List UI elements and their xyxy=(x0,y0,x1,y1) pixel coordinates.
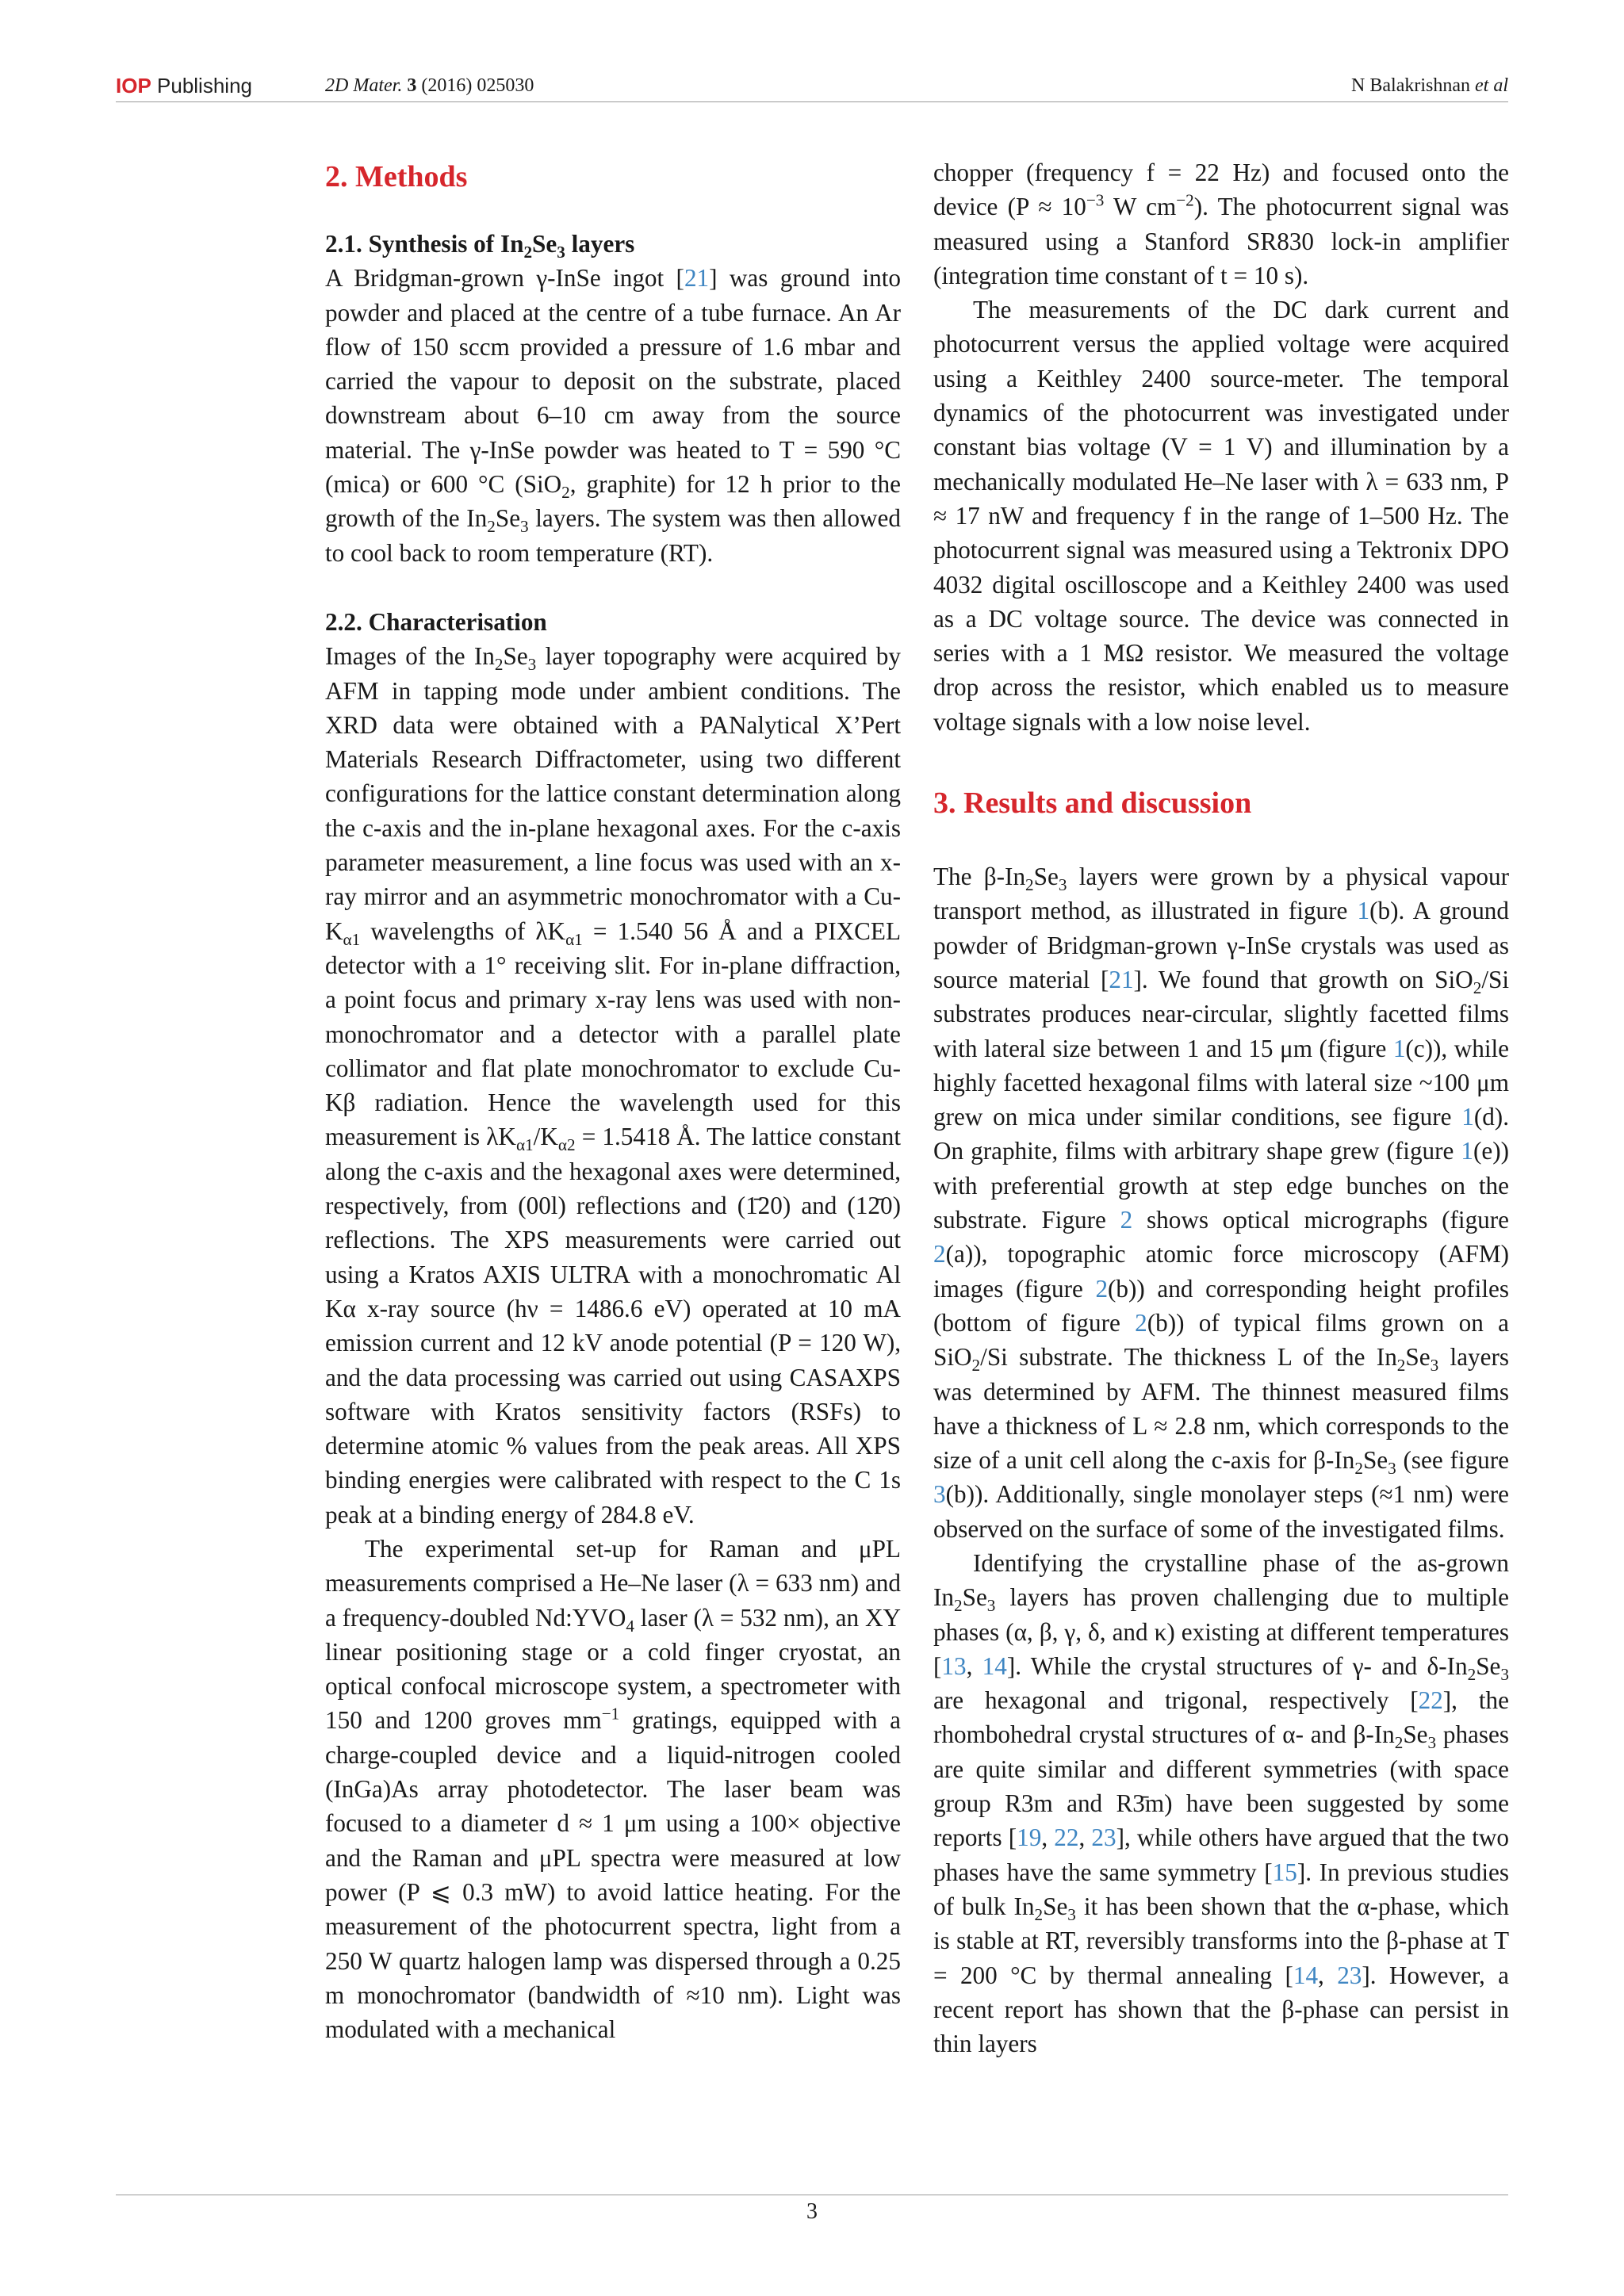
reference-link[interactable]: 22 xyxy=(1054,1823,1079,1852)
figure-link[interactable]: 2 xyxy=(1120,1206,1133,1234)
journal-citation: 2D Mater. 3 (2016) 025030 xyxy=(325,75,534,96)
header-rule xyxy=(116,101,1508,102)
reference-link[interactable]: 19 xyxy=(1017,1823,1042,1852)
continued-paragraph: chopper (frequency f = 22 Hz) and focused onto the device ($P \approx 10^{-3}$ W $cm^{-2}$). The photocurrent signal was measured using a Stanford SR830 lock-in amplifier (integration time constant of t = 10 s). xyxy=(933,159,1509,289)
figure-link[interactable]: 1 xyxy=(1392,1034,1406,1062)
figure-link[interactable]: 1 xyxy=(1461,1103,1474,1131)
figure-link[interactable]: 2 xyxy=(933,1240,946,1269)
running-authors: N Balakrishnan et al xyxy=(1351,75,1508,96)
figure-link[interactable]: 1 xyxy=(1357,897,1370,925)
figure-link[interactable]: 2 xyxy=(1095,1274,1109,1303)
synthesis-paragraph: A Bridgman-grown γ-InSe ingot [21] was ground into powder and placed at the centre of a tube furnace. An Ar flow of 150 sccm provided a pressure of 1.6 mbar and carried the vapour to deposit on the substrate, placed downstream about 6–10 cm away from the source material. The γ-InSe powder was heated to T = 590 °C (mica) or 600 °C (SiO$_2$, graphite) for 12 h prior to the growth of the $In_2Se_3$ layers. The system was then allowed to cool back to room temperature (RT). xyxy=(325,264,901,567)
figure-link[interactable]: 1 xyxy=(1461,1137,1473,1165)
left-column xyxy=(325,155,901,2046)
reference-link[interactable]: 14 xyxy=(1293,1961,1319,1989)
reference-link[interactable]: 21 xyxy=(684,264,710,293)
reference-link[interactable]: 13 xyxy=(941,1651,967,1680)
characterisation-heading: 2.2. Characterisation xyxy=(325,607,547,636)
reference-link[interactable]: 22 xyxy=(1418,1686,1443,1715)
dc-measurement-paragraph: The measurements of the DC dark current and photocurrent versus the applied voltage were acquired using a Keithley 2400 source-meter. The temporal dynamics of the photocurrent was investigated under constant bias voltage (V = 1 V) and illumination by a mechanically modulated He–Ne laser with λ = 633 nm, P ≈ 17 nW and frequency f in the range of 1–500 Hz. The photocurrent signal was measured using a Tektronix DPO 4032 digital oscilloscope and a Keithley 2400 was used as a DC voltage source. The device was connected in series with a 1 MΩ resistor. We measured the voltage drop across the resistor, which enabled us to measure voltage signals with a low noise level. xyxy=(933,296,1509,736)
reference-link[interactable]: 21 xyxy=(1109,965,1134,993)
reference-link[interactable]: 14 xyxy=(982,1651,1007,1680)
figure-link[interactable]: 2 xyxy=(1135,1308,1147,1337)
results-heading: 3. Results and discussion xyxy=(933,786,1252,821)
reference-link[interactable]: 23 xyxy=(1337,1961,1362,1989)
right-column xyxy=(933,155,1509,2061)
page-number: 3 xyxy=(806,2199,818,2224)
results-paragraph-1: The $\beta-In_2Se_3$ layers were grown by a physical vapour transport method, as illustrated in figure 1(b). A ground powder of Bridgman-grown γ-InSe crystals was used as source material [21]. We found that growth on SiO$_2$/Si substrates produces near-circular, slightly facetted films with lateral size between 1 and 15 μm (figure 1(c)), while highly facetted hexagonal films with lateral size ~100 μm grew on mica under similar conditions, see figure 1(d). On graphite, films with arbitrary shape grew (figure 1(e)) with preferential growth at step edge bunches on the substrate. Figure 2 shows optical micrographs (figure 2(a)), topographic atomic force microscopy (AFM) images (figure 2(b)) and corresponding height profiles (bottom of figure 2(b)) of typical films grown on a SiO$_2$/Si substrate. The thickness L of the $In_2Se_3$ layers was determined by AFM. The thinnest measured films have a thickness of L ≈ 2.8 nm, which corresponds to the size of a unit cell along the c-axis for $\beta-In_2Se_3$ (see figure 3(b)). Additionally, single monolayer steps (≈1 nm) were observed on the surface of some of the investigated films. xyxy=(933,863,1510,1543)
synthesis-heading: 2.1. Synthesis of $In_2Se_3$ layers xyxy=(325,230,635,262)
methods-heading: 2. Methods xyxy=(325,160,468,193)
results-paragraph-2: Identifying the crystalline phase of the as-grown $In_2Se_3$ layers has proven challenging due to multiple phases (α, β, γ, δ, and κ) existing at different temperatures [13, 14]. While the crystal structures of γ- and $\delta-In_2Se_3$ are hexagonal and trigonal, respectively [22], the rhombohedral crystal structures of α- and $\beta-In_2Se_3$ phases are quite similar and different symmetries (with space group R3m and R3̄m) have been suggested by some reports [19, 22, 23], while others have argued that the two phases have the same symmetry [15]. In previous studies of bulk $In_2Se_3$ it has been shown that the α-phase, which is stable at RT, reversibly transforms into the β-phase at T = 200 °C by thermal annealing [14, 23]. However, a recent report has shown that the β-phase can persist in thin layers xyxy=(933,1548,1510,2058)
publisher-logo: IOP Publishing xyxy=(116,74,252,98)
reference-link[interactable]: 23 xyxy=(1091,1823,1116,1852)
setup-paragraph: The experimental set-up for Raman and μPL measurements comprised a He–Ne laser (λ = 633 nm) and a frequency-doubled $Nd:YVO_4$ laser (λ = 532 nm), an XY linear positioning stage or a cold finger cryostat, an optical confocal microscope system, a spectrometer with 150 and 1200 groves $mm^{-1}$ gratings, equipped with a charge-coupled device and a liquid-nitrogen cooled (InGa)As array photodetector. The laser beam was focused to a diameter d ≈ 1 μm using a 100× objective and the Raman and μPL spectra were measured at low power (P ⩽ 0.3 mW) to avoid lattice heating. For the measurement of the photocurrent spectra, light from a 250 W quartz halogen lamp was dispersed through a 0.25 m monochromator (bandwidth of ≈10 nm). Light was modulated with a mechanical xyxy=(325,1534,901,2044)
reference-link[interactable]: 15 xyxy=(1272,1858,1297,1886)
characterisation-paragraph: Images of the $In_2Se_3$ layer topography were acquired by AFM in tapping mode under ambient conditions. The XRD data were obtained with a PANalytical X’Pert Materials Research Diffractometer, using two different configurations for the lattice constant determination along the c-axis and the in-plane hexagonal axes. For the c-axis parameter measurement, a line focus was used with an x-ray mirror and an asymmetric monochromator with a $Cu-K_{\alpha 1}$ wavelengths of $\lambda K_{\alpha 1} = 1.540$ 56 Å and a PIXCEL detector with a 1° receiving slit. For in-plane diffraction, a point focus and primary x-ray lens was used with non-monochromator and a detector with a parallel plate collimator and flat plate monochromator to exclude Cu-Kβ radiation. Hence the wavelength used for this measurement is $\lambda K_{\alpha 1}/K_{\alpha 2} = 1.5418$ Å. The lattice constant along the c-axis and the hexagonal axes were determined, respectively, from (00l) reflections and (1̄20) and (12̄0) reflections. The XPS measurements were carried out using a Kratos AXIS ULTRA with a monochromatic Al Kα x-ray source (hν = 1486.6 eV) operated at 10 mA emission current and 12 kV anode potential (P = 120 W), and the data processing was carried out using CASAXPS software with Kratos sensitivity factors (RSFs) to determine atomic % values from the peak areas. All XPS binding energies were calibrated with respect to the C 1s peak at a binding energy of 284.8 eV. xyxy=(325,642,902,1529)
figure-link[interactable]: 3 xyxy=(933,1480,946,1509)
